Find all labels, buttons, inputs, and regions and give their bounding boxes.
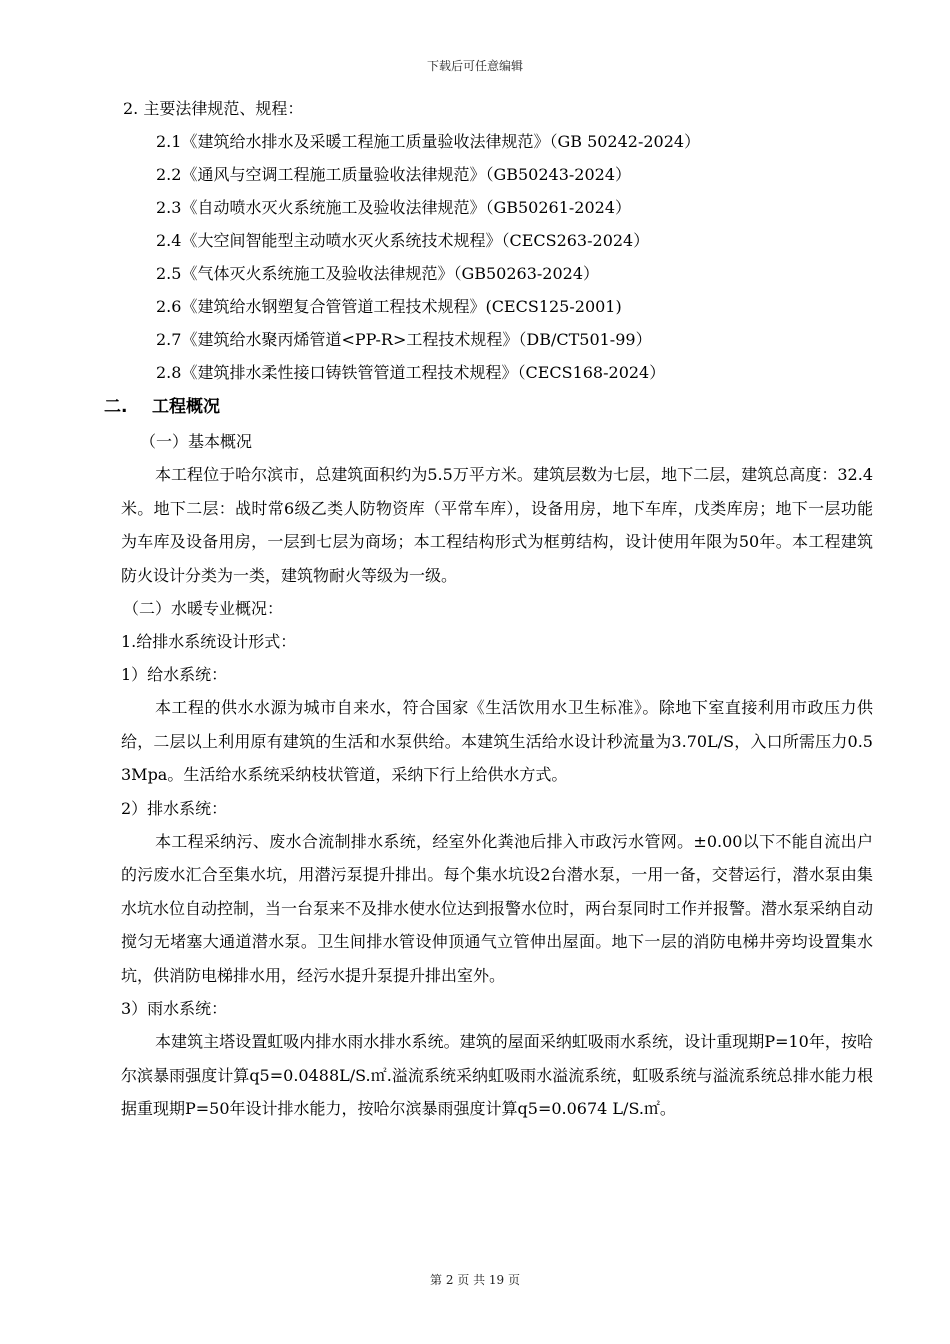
document-body	[0, 92, 950, 1126]
paragraph-drainage: 本工程采纳污、废水合流制排水系统，经室外化粪池后排入市政污水管网。±0.00以下不能自流出户的污废水汇合至集水坑，用潜污泵提升排出。每个集水坑设2台潜水泵，一用一备，交替运行，潜水泵由集水坑水位自动控制，当一台泵来不及排水使水位达到报警水位时，两台泵同时工作并报警。潜水泵采纳自动搅匀无堵塞大通道潜水泵。卫生间排水管设伸顶通气立管伸出屋面。地下一层的消防电梯井旁均设置集水坑，供消防电梯排水用，经污水提升泵提升排出室外。	[121, 831, 874, 985]
paragraph-water-supply: 本工程的供水水源为城市自来水，符合国家《生活饮用水卫生标准》。除地下室直接利用市政压力供给，二层以上利用原有建筑的生活和水泵供给。本建筑生活给水设计秒流量为3.70L/S，入口所需压力0.53Mpa。生活给水系统采纳枝状管道，采纳下行上给供水方式。	[121, 698, 873, 784]
regulation-item: 2.6《建筑给水钢塑复合管管道工程技术规程》(CECS125-2001)	[156, 297, 622, 316]
regulation-item: 2.1《建筑给水排水及采暖工程施工质量验收法律规范》（GB 50242-2024）	[156, 132, 701, 151]
chapter-heading	[0, 389, 950, 425]
subsection-title-basic: （一）基本概况	[140, 432, 253, 451]
regulation-item: 2.5《气体灭火系统施工及验收法律规范》（GB50263-2024）	[156, 264, 600, 283]
drainage-title: 2）排水系统：	[121, 798, 228, 818]
regulation-item: 2.3《自动喷水灭火系统施工及验收法律规范》（GB50261-2024）	[156, 198, 632, 217]
chapter-number: 二.	[104, 397, 128, 417]
regulation-item: 2.2《通风与空调工程施工质量验收法律规范》（GB50243-2024）	[156, 165, 632, 184]
subsection-title-hvac: （二）水暖专业概况：	[123, 599, 284, 618]
section-title-regulations: 2. 主要法律规范、规程：	[123, 99, 304, 118]
regulation-item: 2.8《建筑排水柔性接口铸铁管管道工程技术规程》（CECS168-2024）	[156, 363, 666, 382]
page-header: 下载后可任意编辑	[426, 59, 523, 73]
paragraph-basic-overview: 本工程位于哈尔滨市，总建筑面积约为5.5万平方米。建筑层数为七层，地下二层，建筑总高度：32.4米。地下二层：战时常6级乙类人防物资库（平常车库），设备用房，地下车库，戊类库房；地下一层功能为车库及设备用房，一层到七层为商场；本工程结构形式为框剪结构，设计使用年限为50年。本工程建筑防火设计分类为一类，建筑物耐火等级为一级。	[121, 465, 873, 585]
design-form-title: 1.给排水系统设计形式：	[121, 632, 297, 651]
water-supply-title: 1）给水系统：	[121, 665, 228, 684]
regulation-item: 2.4《大空间智能型主动喷水灭火系统技术规程》（CECS263-2024）	[156, 231, 650, 250]
rain-title: 3）雨水系统：	[121, 999, 228, 1018]
regulation-item: 2.7《建筑给水聚丙烯管道<PP-R>工程技术规程》（DB/CT501-99）	[156, 330, 652, 349]
page-footer: 第 2 页 共 19 页	[430, 1273, 520, 1287]
chapter-title: 工程概况	[152, 397, 220, 417]
paragraph-rain: 本建筑主塔设置虹吸内排水雨水排水系统。建筑的屋面采纳虹吸雨水系统，设计重现期P=10年，按哈尔滨暴雨强度计算q5=0.0488L/S.㎡.溢流系统采纳虹吸雨水溢流系统，虹吸系统与溢流系统总排水能力根据重现期P=50年设计排水能力，按哈尔滨暴雨强度计算q5=0.0674 L/S.㎡。	[121, 1032, 873, 1118]
